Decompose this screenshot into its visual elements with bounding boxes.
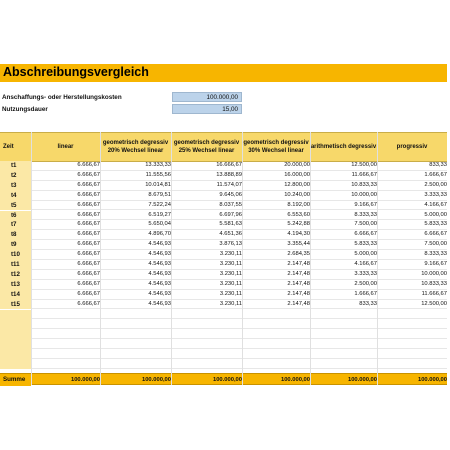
value-cell[interactable]: 5.650,04 <box>148 221 171 228</box>
value-cell[interactable]: 3.230,11 <box>219 280 242 287</box>
value-cell[interactable]: 6.666,67 <box>354 231 377 238</box>
empty-row <box>0 319 447 329</box>
value-cell[interactable]: 4.546,93 <box>148 270 171 277</box>
value-cell[interactable]: 6.666,67 <box>77 270 100 277</box>
period-label <box>0 319 31 329</box>
value-cell[interactable]: 4.546,93 <box>148 251 171 258</box>
value-cell[interactable]: 8.333,33 <box>424 251 447 258</box>
grid-line <box>31 132 32 385</box>
value-cell[interactable]: 6.666,67 <box>77 231 100 238</box>
period-label: t7 <box>0 220 31 230</box>
value-cell[interactable]: 833,33 <box>429 162 447 168</box>
table-row <box>0 300 447 310</box>
grid-line <box>242 132 243 385</box>
value-cell[interactable]: 4.546,93 <box>148 241 171 248</box>
value-cell[interactable]: 6.666,67 <box>77 211 100 218</box>
value-cell[interactable]: 2.500,00 <box>424 181 447 188</box>
table-row <box>0 290 447 300</box>
value-cell[interactable]: 6.519,27 <box>148 211 171 218</box>
sum-cell[interactable]: 100.000,00 <box>417 377 447 383</box>
value-cell[interactable]: 11.574,07 <box>216 181 242 188</box>
header-geo25: geometrisch degressiv 25% Wechsel linear <box>173 140 240 154</box>
value-cell[interactable]: 6.666,67 <box>77 290 100 297</box>
table-row <box>0 220 447 230</box>
value-cell[interactable]: 6.697,96 <box>219 211 242 218</box>
value-cell[interactable]: 6.666,67 <box>77 300 100 307</box>
value-cell[interactable]: 4.166,67 <box>354 261 377 267</box>
value-cell[interactable]: 12.800,00 <box>284 181 310 188</box>
value-cell[interactable]: 4.194,30 <box>287 231 310 238</box>
acq-label: Anschaffungs- oder Herstellungskosten <box>2 94 122 101</box>
value-cell[interactable]: 8.679,51 <box>148 191 171 198</box>
value-cell[interactable]: 2.147,48 <box>287 300 310 307</box>
value-cell[interactable]: 13.888,89 <box>216 171 242 178</box>
value-cell[interactable]: 1.666,67 <box>424 171 447 178</box>
value-cell[interactable]: 833,33 <box>359 300 377 307</box>
value-cell[interactable]: 5.000,00 <box>354 251 377 258</box>
value-cell[interactable]: 3.876,13 <box>219 241 242 248</box>
value-cell[interactable]: 3.333,33 <box>354 270 377 277</box>
value-cell[interactable]: 2.147,48 <box>287 270 310 277</box>
empty-row <box>0 349 447 359</box>
value-cell[interactable]: 3.230,11 <box>219 300 242 307</box>
period-label: t12 <box>0 270 31 280</box>
sum-cell[interactable]: 100.000,00 <box>141 377 171 383</box>
value-cell[interactable]: 5.833,33 <box>354 241 377 248</box>
sum-row <box>0 373 447 385</box>
header-linear: linear <box>57 144 74 150</box>
value-cell[interactable]: 4.546,93 <box>148 290 171 297</box>
table-row <box>0 211 447 221</box>
value-cell[interactable]: 3.230,11 <box>219 261 242 267</box>
period-label: t14 <box>0 290 31 300</box>
period-label: t8 <box>0 230 31 240</box>
value-cell[interactable]: 7.500,00 <box>354 221 377 228</box>
period-label: t2 <box>0 171 31 181</box>
period-label: t13 <box>0 280 31 290</box>
sum-label: Summe <box>0 374 31 386</box>
value-cell[interactable]: 6.553,60 <box>287 211 310 218</box>
value-cell[interactable]: 8.037,55 <box>219 201 242 208</box>
value-cell[interactable]: 3.230,11 <box>219 290 242 297</box>
value-cell[interactable]: 2.684,35 <box>287 251 310 258</box>
header-prog: progressiv <box>396 144 428 150</box>
value-cell[interactable]: 3.230,11 <box>219 251 242 258</box>
period-label <box>0 359 31 369</box>
value-cell[interactable]: 2.147,48 <box>287 280 310 287</box>
value-cell[interactable]: 16.000,00 <box>284 171 310 178</box>
value-cell[interactable]: 11.666,67 <box>421 290 447 297</box>
value-cell[interactable]: 5.581,63 <box>219 221 242 228</box>
table-row <box>0 250 447 260</box>
period-label: t9 <box>0 240 31 250</box>
period-label: t6 <box>0 211 31 221</box>
table-row <box>0 280 447 290</box>
period-label: t1 <box>0 161 31 171</box>
value-cell[interactable]: 6.666,67 <box>77 201 100 208</box>
value-cell[interactable]: 3.333,33 <box>424 191 447 198</box>
value-cell[interactable]: 10.014,81 <box>145 181 171 188</box>
sheet-title: Abschreibungsvergleich <box>3 65 149 79</box>
title-bar <box>0 64 447 82</box>
period-label <box>0 339 31 349</box>
value-cell[interactable]: 20.000,00 <box>284 162 310 168</box>
period-label <box>0 329 31 339</box>
sum-cell[interactable]: 100.000,00 <box>347 377 377 383</box>
value-cell[interactable]: 6.666,67 <box>77 280 100 287</box>
period-label <box>0 349 31 359</box>
table-row <box>0 230 447 240</box>
empty-row <box>0 329 447 339</box>
value-cell[interactable]: 6.666,67 <box>77 162 100 168</box>
period-label <box>0 310 31 320</box>
value-cell[interactable]: 2.147,48 <box>287 290 310 297</box>
value-cell[interactable]: 5.000,00 <box>424 211 447 218</box>
value-cell[interactable]: 3.230,11 <box>219 270 242 277</box>
value-cell[interactable]: 10.000,00 <box>351 191 377 198</box>
value-cell[interactable]: 6.666,67 <box>77 171 100 178</box>
value-cell[interactable]: 8.192,00 <box>287 201 310 208</box>
table-row <box>0 191 447 201</box>
value-cell[interactable]: 4.651,36 <box>219 231 242 238</box>
value-cell[interactable]: 4.896,70 <box>148 231 171 238</box>
value-cell[interactable]: 10.833,33 <box>421 280 447 287</box>
value-cell[interactable]: 9.645,06 <box>219 191 242 198</box>
value-cell[interactable]: 12.500,00 <box>351 162 377 168</box>
value-cell[interactable]: 6.666,67 <box>77 261 100 267</box>
value-cell[interactable]: 1.666,67 <box>354 290 377 297</box>
value-cell[interactable]: 6.666,67 <box>77 191 100 198</box>
table-row <box>0 181 447 191</box>
grid-line <box>171 132 172 385</box>
value-cell[interactable]: 7.522,24 <box>148 201 171 208</box>
value-cell[interactable]: 6.666,67 <box>77 241 100 248</box>
header-geo30: geometrisch degressiv 30% Wechsel linear <box>243 140 309 154</box>
value-cell[interactable]: 6.666,67 <box>77 251 100 258</box>
value-cell[interactable]: 2.500,00 <box>354 280 377 287</box>
table-row <box>0 161 447 171</box>
value-cell[interactable]: 8.333,33 <box>354 211 377 218</box>
sum-cell[interactable]: 100.000,00 <box>280 377 310 383</box>
period-label: t10 <box>0 250 31 260</box>
value-cell[interactable]: 9.166,67 <box>424 261 447 267</box>
value-cell[interactable]: 4.546,93 <box>148 280 171 287</box>
value-cell[interactable]: 3.355,44 <box>287 241 310 248</box>
period-label: t3 <box>0 181 31 191</box>
life-value-cell[interactable]: 15,00 <box>172 104 242 114</box>
table-row <box>0 201 447 211</box>
value-cell[interactable]: 11.666,67 <box>351 171 377 178</box>
header-geo20: geometrisch degressiv 20% Wechsel linear <box>102 140 169 154</box>
sum-cell[interactable]: 100.000,00 <box>212 377 242 383</box>
grid-line <box>100 132 101 385</box>
value-cell[interactable]: 6.666,67 <box>424 231 447 238</box>
value-cell[interactable]: 10.833,33 <box>351 181 377 188</box>
empty-row <box>0 359 447 369</box>
value-cell[interactable]: 5.242,88 <box>287 221 310 228</box>
empty-row <box>0 310 447 320</box>
header-arith: arithmetisch degressiv <box>310 144 377 150</box>
value-cell[interactable]: 16.666,67 <box>216 162 242 168</box>
period-label: t11 <box>0 260 31 270</box>
value-cell[interactable]: 7.500,00 <box>424 241 447 248</box>
value-cell[interactable]: 5.833,33 <box>424 221 447 228</box>
value-cell[interactable]: 13.333,33 <box>145 162 171 168</box>
value-cell[interactable]: 4.546,93 <box>148 261 171 267</box>
period-label: t5 <box>0 201 31 211</box>
period-label: t4 <box>0 191 31 201</box>
grid-line <box>377 132 378 385</box>
value-cell[interactable]: 2.147,48 <box>287 261 310 267</box>
value-cell[interactable]: 11.555,56 <box>145 171 171 178</box>
table-row <box>0 270 447 280</box>
table-header <box>0 132 447 162</box>
value-cell[interactable]: 10.240,00 <box>284 191 310 198</box>
value-cell[interactable]: 4.166,67 <box>424 201 447 208</box>
value-cell[interactable]: 12.500,00 <box>421 300 447 307</box>
value-cell[interactable]: 6.666,67 <box>77 221 100 228</box>
table-row <box>0 171 447 181</box>
acq-value-cell[interactable]: 100.000,00 <box>172 92 242 102</box>
empty-row <box>0 339 447 349</box>
header-zeit: Zeit <box>3 144 14 150</box>
grid-line <box>310 132 311 385</box>
value-cell[interactable]: 10.000,00 <box>421 270 447 277</box>
life-label: Nutzungsdauer <box>2 106 48 113</box>
value-cell[interactable]: 4.546,93 <box>148 300 171 307</box>
value-cell[interactable]: 9.166,67 <box>354 201 377 208</box>
value-cell[interactable]: 6.666,67 <box>77 181 100 188</box>
table-row <box>0 260 447 270</box>
period-label: t15 <box>0 300 31 310</box>
table-row <box>0 240 447 250</box>
sum-cell[interactable]: 100.000,00 <box>70 377 100 383</box>
